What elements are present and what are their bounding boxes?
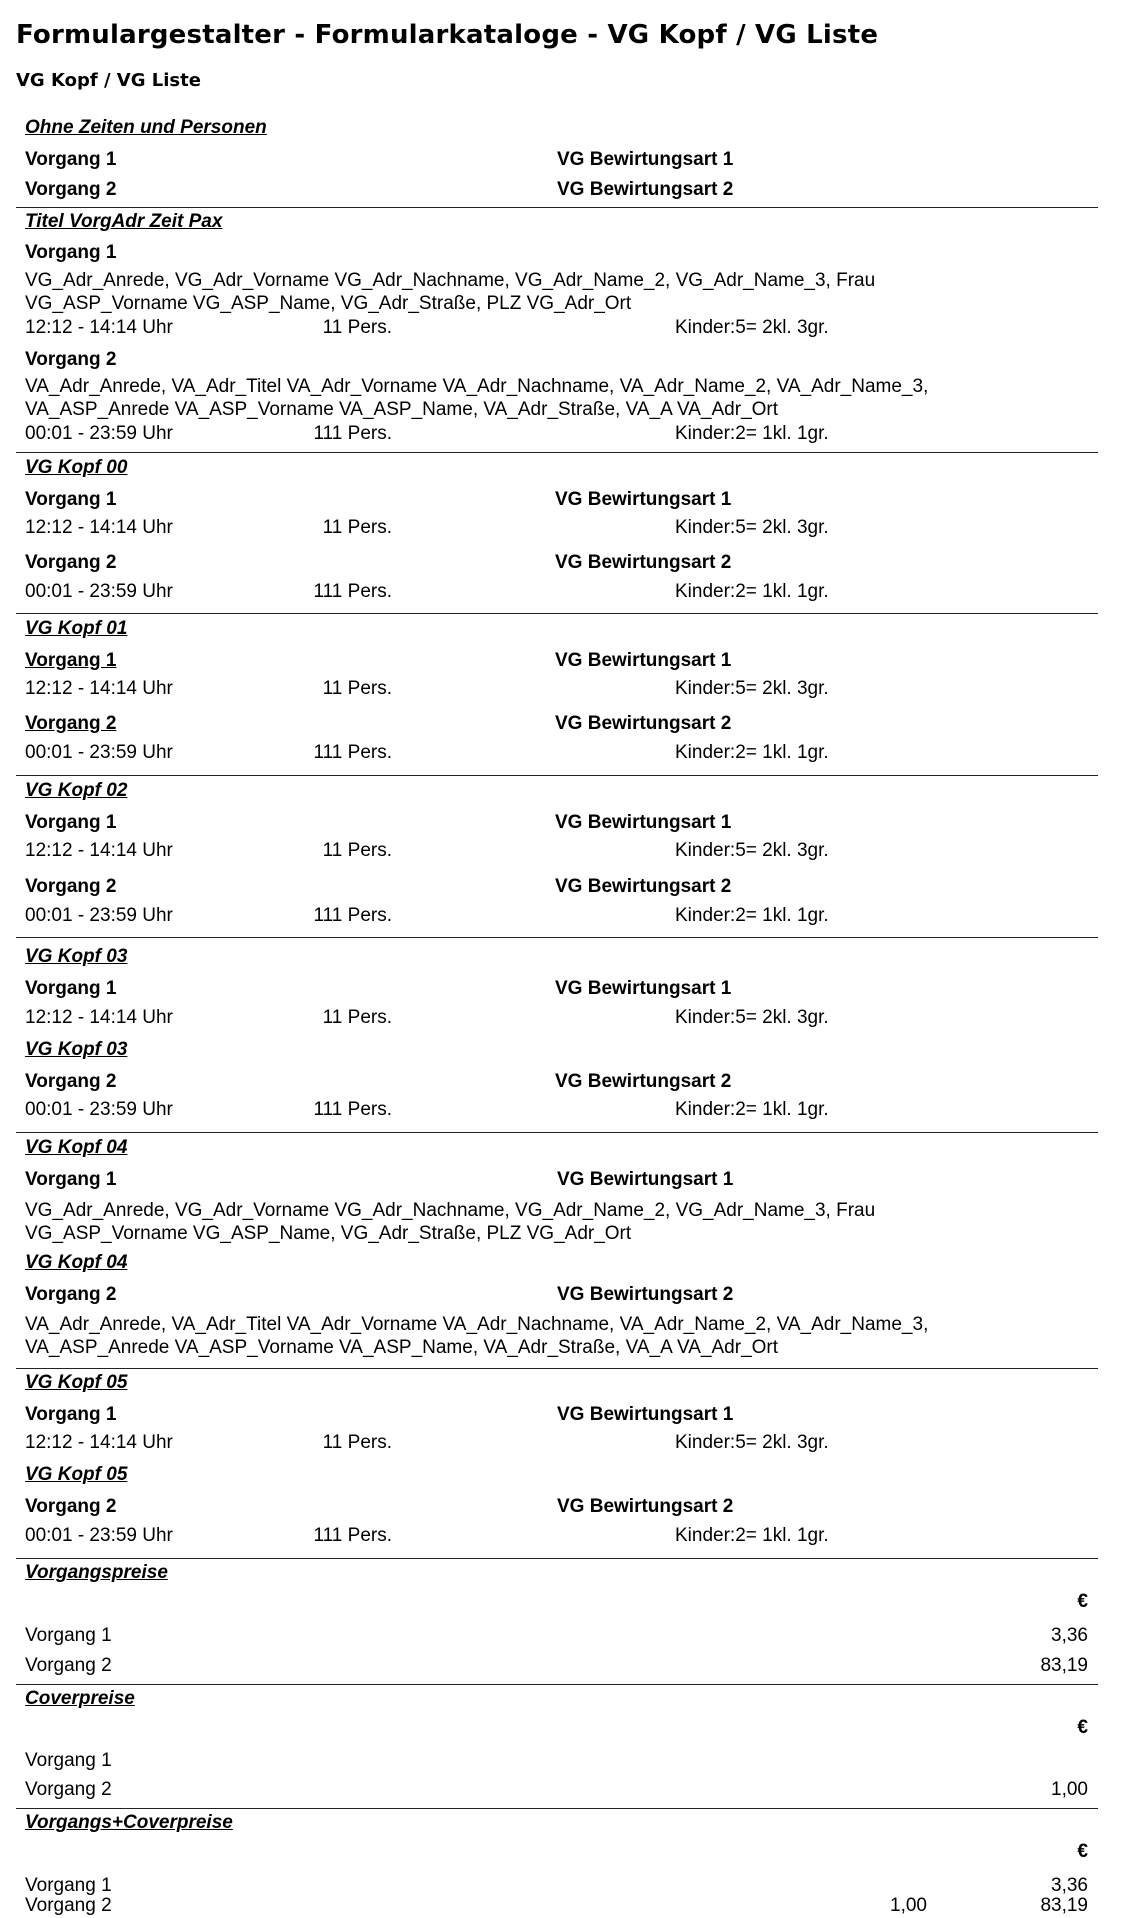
section-divider — [16, 452, 1098, 453]
time-range: 12:12 - 14:14 Uhr — [25, 517, 173, 538]
section-title-kopf-04: VG Kopf 04 — [25, 1137, 128, 1158]
time-range: 12:12 - 14:14 Uhr — [25, 317, 173, 338]
pax-count: 11 Pers. — [322, 678, 392, 699]
section-title-vorgangs-coverpreise: Vorgangs+Coverpreise — [25, 1812, 233, 1833]
children-count: Kinder:5= 2kl. 3gr. — [675, 1007, 829, 1028]
time-range: 00:01 - 23:59 Uhr — [25, 581, 173, 602]
address-line: VG_ASP_Vorname VG_ASP_Name, VG_Adr_Straße, PLZ VG_Adr_Ort — [25, 1223, 632, 1244]
bewirtungsart-label: VG Bewirtungsart 1 — [555, 978, 732, 999]
price-row-label: Vorgang 1 — [25, 1875, 112, 1896]
children-count: Kinder:5= 2kl. 3gr. — [675, 517, 829, 538]
bewirtungsart-label: VG Bewirtungsart 1 — [557, 1169, 734, 1190]
price-amount: 3,36 — [1051, 1875, 1088, 1896]
children-count: Kinder:5= 2kl. 3gr. — [675, 317, 829, 338]
vorgang-label: Vorgang 1 — [25, 812, 117, 833]
bewirtungsart-label: VG Bewirtungsart 1 — [557, 149, 734, 170]
price-amount: 83,19 — [1040, 1655, 1088, 1676]
section-title-kopf-02: VG Kopf 02 — [25, 780, 128, 801]
time-range: 12:12 - 14:14 Uhr — [25, 678, 173, 699]
vorgang-label: Vorgang 2 — [25, 1496, 117, 1517]
children-count: Kinder:2= 1kl. 1gr. — [675, 1525, 829, 1546]
bewirtungsart-label: VG Bewirtungsart 2 — [557, 179, 734, 200]
section-title-kopf-05: VG Kopf 05 — [25, 1372, 128, 1393]
address-line: VA_Adr_Anrede, VA_Adr_Titel VA_Adr_Vorname VA_Adr_Nachname, VA_Adr_Name_2, VA_Adr_Name_3, — [25, 376, 929, 397]
section-divider — [16, 1558, 1098, 1559]
time-range: 00:01 - 23:59 Uhr — [25, 742, 173, 763]
vorgang-label: Vorgang 2 — [25, 349, 117, 370]
section-title-vorgangspreise: Vorgangspreise — [25, 1562, 168, 1583]
section-divider — [16, 1808, 1098, 1809]
section-divider — [16, 1368, 1098, 1369]
bewirtungsart-label: VG Bewirtungsart 2 — [555, 1071, 732, 1092]
section-title-coverpreise: Coverpreise — [25, 1688, 135, 1709]
bewirtungsart-label: VG Bewirtungsart 2 — [555, 876, 732, 897]
time-range: 12:12 - 14:14 Uhr — [25, 1432, 173, 1453]
address-line: VG_Adr_Anrede, VG_Adr_Vorname VG_Adr_Nachname, VG_Adr_Name_2, VG_Adr_Name_3, Frau — [25, 1200, 876, 1221]
pax-count: 111 Pers. — [313, 742, 392, 763]
children-count: Kinder:2= 1kl. 1gr. — [675, 581, 829, 602]
page-title: Formulargestalter - Formularkataloge - VG Kopf / VG Liste — [16, 20, 879, 50]
bewirtungsart-label: VG Bewirtungsart 2 — [557, 1496, 734, 1517]
children-count: Kinder:5= 2kl. 3gr. — [675, 840, 829, 861]
cover-amount: 1,00 — [890, 1895, 927, 1916]
vorgang-label: Vorgang 1 — [25, 242, 117, 263]
bewirtungsart-label: VG Bewirtungsart 2 — [555, 713, 732, 734]
vorgang-label: Vorgang 2 — [25, 1071, 117, 1092]
pax-count: 11 Pers. — [322, 517, 392, 538]
vorgang-label: Vorgang 2 — [25, 876, 117, 897]
section-title-kopf-01: VG Kopf 01 — [25, 618, 128, 639]
pax-count: 111 Pers. — [313, 1525, 392, 1546]
price-row-label: Vorgang 2 — [25, 1655, 112, 1676]
price-row-label: Vorgang 1 — [25, 1625, 112, 1646]
children-count: Kinder:5= 2kl. 3gr. — [675, 678, 829, 699]
address-line: VA_ASP_Anrede VA_ASP_Vorname VA_ASP_Name, VA_Adr_Straße, VA_A VA_Adr_Ort — [25, 1337, 779, 1358]
section-title-kopf-00: VG Kopf 00 — [25, 457, 128, 478]
time-range: 12:12 - 14:14 Uhr — [25, 840, 173, 861]
page-subtitle: VG Kopf / VG Liste — [16, 70, 201, 91]
section-title-kopf-03: VG Kopf 03 — [25, 1039, 128, 1060]
vorgang-label: Vorgang 1 — [25, 149, 117, 170]
children-count: Kinder:2= 1kl. 1gr. — [675, 423, 829, 444]
currency-header: € — [1077, 1717, 1088, 1738]
vorgang-label: Vorgang 2 — [25, 1284, 117, 1305]
pax-count: 111 Pers. — [313, 423, 392, 444]
price-row-label: Vorgang 1 — [25, 1750, 112, 1771]
section-divider — [16, 1684, 1098, 1685]
pax-count: 111 Pers. — [313, 581, 392, 602]
address-line: VA_Adr_Anrede, VA_Adr_Titel VA_Adr_Vorname VA_Adr_Nachname, VA_Adr_Name_2, VA_Adr_Name_3, — [25, 1314, 929, 1335]
time-range: 12:12 - 14:14 Uhr — [25, 1007, 173, 1028]
price-amount: 3,36 — [1051, 1625, 1088, 1646]
vorgang-label: Vorgang 2 — [25, 179, 117, 200]
section-divider — [16, 613, 1098, 614]
currency-header: € — [1077, 1591, 1088, 1612]
price-amount: 83,19 — [1040, 1895, 1088, 1916]
section-title-titel: Titel VorgAdr Zeit Pax — [25, 211, 223, 232]
vorgang-label: Vorgang 1 — [25, 1404, 117, 1425]
section-divider — [16, 937, 1098, 938]
time-range: 00:01 - 23:59 Uhr — [25, 905, 173, 926]
vorgang-label: Vorgang 1 — [25, 489, 117, 510]
time-range: 00:01 - 23:59 Uhr — [25, 1525, 173, 1546]
pax-count: 111 Pers. — [313, 1099, 392, 1120]
price-row-label: Vorgang 2 — [25, 1779, 112, 1800]
children-count: Kinder:2= 1kl. 1gr. — [675, 742, 829, 763]
vorgang-label: Vorgang 2 — [25, 552, 117, 573]
pax-count: 11 Pers. — [322, 1432, 392, 1453]
address-line: VA_ASP_Anrede VA_ASP_Vorname VA_ASP_Name, VA_Adr_Straße, VA_A VA_Adr_Ort — [25, 399, 779, 420]
section-divider — [16, 207, 1098, 208]
pax-count: 11 Pers. — [322, 840, 392, 861]
children-count: Kinder:2= 1kl. 1gr. — [675, 905, 829, 926]
children-count: Kinder:5= 2kl. 3gr. — [675, 1432, 829, 1453]
section-title-ohne: Ohne Zeiten und Personen — [25, 117, 267, 138]
bewirtungsart-label: VG Bewirtungsart 1 — [555, 650, 732, 671]
pax-count: 111 Pers. — [313, 905, 392, 926]
pax-count: 11 Pers. — [322, 317, 392, 338]
bewirtungsart-label: VG Bewirtungsart 1 — [555, 489, 732, 510]
bewirtungsart-label: VG Bewirtungsart 1 — [555, 812, 732, 833]
bewirtungsart-label: VG Bewirtungsart 2 — [557, 1284, 734, 1305]
currency-header: € — [1077, 1841, 1088, 1862]
vorgang-label: Vorgang 2 — [25, 713, 117, 734]
address-line: VG_Adr_Anrede, VG_Adr_Vorname VG_Adr_Nachname, VG_Adr_Name_2, VG_Adr_Name_3, Frau — [25, 270, 876, 291]
vorgang-label: Vorgang 1 — [25, 1169, 117, 1190]
price-amount: 1,00 — [1051, 1779, 1088, 1800]
bewirtungsart-label: VG Bewirtungsart 1 — [557, 1404, 734, 1425]
children-count: Kinder:2= 1kl. 1gr. — [675, 1099, 829, 1120]
price-row-label: Vorgang 2 — [25, 1895, 112, 1916]
time-range: 00:01 - 23:59 Uhr — [25, 1099, 173, 1120]
vorgang-label: Vorgang 1 — [25, 978, 117, 999]
section-title-kopf-05: VG Kopf 05 — [25, 1464, 128, 1485]
section-title-kopf-03: VG Kopf 03 — [25, 946, 128, 967]
bewirtungsart-label: VG Bewirtungsart 2 — [555, 552, 732, 573]
address-line: VG_ASP_Vorname VG_ASP_Name, VG_Adr_Straße, PLZ VG_Adr_Ort — [25, 293, 632, 314]
section-divider — [16, 775, 1098, 776]
section-divider — [16, 1132, 1098, 1133]
vorgang-label: Vorgang 1 — [25, 650, 117, 671]
pax-count: 11 Pers. — [322, 1007, 392, 1028]
time-range: 00:01 - 23:59 Uhr — [25, 423, 173, 444]
section-title-kopf-04: VG Kopf 04 — [25, 1252, 128, 1273]
